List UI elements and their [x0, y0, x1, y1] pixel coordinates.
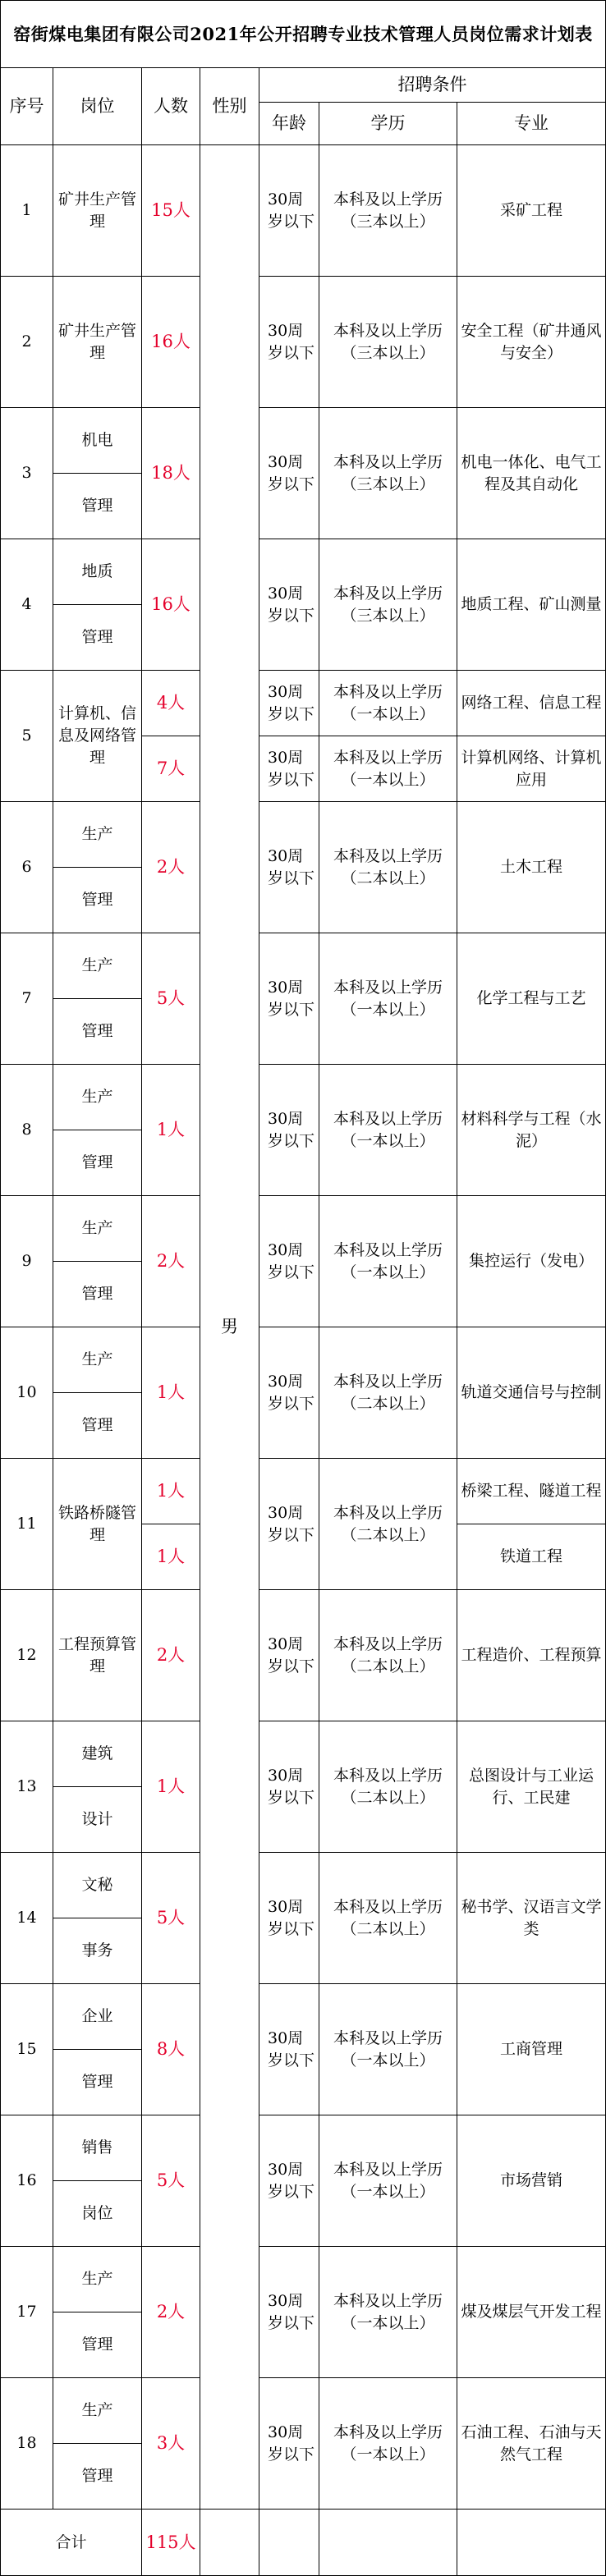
count-cell: 3人	[142, 2378, 200, 2510]
post-cell-top: 生产	[53, 802, 142, 868]
age-cell: 30周岁以下	[259, 671, 319, 736]
post-cell-top: 生产	[53, 2247, 142, 2312]
post-cell-bottom: 管理	[53, 2050, 142, 2115]
seq-cell: 15	[1, 1984, 53, 2115]
post-cell-top: 生产	[53, 1327, 142, 1393]
major-cell: 工程造价、工程预算	[457, 1590, 606, 1721]
total-label: 合计	[1, 2510, 142, 2576]
post-cell: 铁路桥隧管理	[53, 1459, 142, 1590]
education-cell: 本科及以上学历（一本以上）	[319, 2247, 457, 2378]
seq-cell: 7	[1, 933, 53, 1065]
post-cell: 工程预算管理	[53, 1590, 142, 1721]
table-row	[1, 671, 606, 736]
age-cell: 30周岁以下	[259, 1853, 319, 1984]
education-cell: 本科及以上学历（二本以上）	[319, 802, 457, 933]
count-cell: 1人	[142, 1524, 200, 1590]
count-cell: 5人	[142, 933, 200, 1065]
header-major: 专业	[457, 103, 606, 145]
major-cell: 秘书学、汉语言文学类	[457, 1853, 606, 1984]
age-cell: 30周岁以下	[259, 145, 319, 277]
major-cell: 总图设计与工业运行、工民建	[457, 1721, 606, 1853]
count-cell: 2人	[142, 1590, 200, 1721]
post-cell-bottom: 设计	[53, 1787, 142, 1853]
seq-cell: 18	[1, 2378, 53, 2510]
count-cell: 15人	[142, 145, 200, 277]
table-row	[1, 933, 606, 999]
post-cell-bottom: 管理	[53, 868, 142, 933]
header-conditions: 招聘条件	[259, 68, 606, 103]
education-cell: 本科及以上学历（二本以上）	[319, 1721, 457, 1853]
count-cell: 2人	[142, 1196, 200, 1327]
count-cell: 16人	[142, 539, 200, 671]
post-cell-bottom: 管理	[53, 605, 142, 671]
major-cell: 安全工程（矿井通风与安全）	[457, 277, 606, 408]
count-cell: 2人	[142, 802, 200, 933]
post-cell-top: 生产	[53, 1065, 142, 1130]
age-cell: 30周岁以下	[259, 408, 319, 539]
age-cell: 30周岁以下	[259, 1984, 319, 2115]
seq-cell: 6	[1, 802, 53, 933]
table-row	[1, 1721, 606, 1787]
table-row	[1, 1853, 606, 1918]
post-cell-bottom: 管理	[53, 2312, 142, 2378]
age-cell: 30周岁以下	[259, 1721, 319, 1853]
seq-cell: 3	[1, 408, 53, 539]
count-cell: 4人	[142, 671, 200, 736]
post-cell-top: 生产	[53, 933, 142, 999]
count-cell: 1人	[142, 1721, 200, 1853]
table-row	[1, 2378, 606, 2444]
count-cell: 5人	[142, 1853, 200, 1984]
count-cell: 18人	[142, 408, 200, 539]
age-cell: 30周岁以下	[259, 2247, 319, 2378]
seq-cell: 14	[1, 1853, 53, 1984]
post-cell-bottom: 管理	[53, 1130, 142, 1196]
post-cell-top: 企业	[53, 1984, 142, 2050]
post-cell-bottom: 岗位	[53, 2181, 142, 2247]
major-cell: 集控运行（发电）	[457, 1196, 606, 1327]
post-cell-bottom: 管理	[53, 1393, 142, 1459]
seq-cell: 11	[1, 1459, 53, 1590]
table-row	[1, 277, 606, 342]
major-cell: 土木工程	[457, 802, 606, 933]
count-cell: 5人	[142, 2115, 200, 2247]
age-cell: 30周岁以下	[259, 277, 319, 408]
major-cell: 工商管理	[457, 1984, 606, 2115]
seq-cell: 8	[1, 1065, 53, 1196]
total-empty-major	[457, 2510, 606, 2576]
major-cell: 地质工程、矿山测量	[457, 539, 606, 671]
post-cell-bottom: 管理	[53, 1262, 142, 1327]
table-row	[1, 802, 606, 868]
age-cell: 30周岁以下	[259, 1196, 319, 1327]
seq-cell: 17	[1, 2247, 53, 2378]
age-cell: 30周岁以下	[259, 539, 319, 671]
header-post: 岗位	[53, 68, 142, 145]
major-cell: 桥梁工程、隧道工程	[457, 1459, 606, 1524]
table-row	[1, 1327, 606, 1393]
age-cell: 30周岁以下	[259, 933, 319, 1065]
header-gender: 性别	[200, 68, 259, 145]
table-row	[1, 1984, 606, 2050]
table-row	[1, 2115, 606, 2181]
table-row	[1, 1459, 606, 1524]
seq-cell: 1	[1, 145, 53, 277]
post-cell-bottom: 管理	[53, 2444, 142, 2510]
post-cell: 计算机、信息及网络管理	[53, 671, 142, 802]
major-cell: 石油工程、石油与天然气工程	[457, 2378, 606, 2510]
post-cell-top: 生产	[53, 1196, 142, 1262]
table-row	[1, 1065, 606, 1130]
count-cell: 1人	[142, 1327, 200, 1459]
age-cell: 30周岁以下	[259, 1459, 319, 1590]
education-cell: 本科及以上学历（一本以上）	[319, 736, 457, 802]
education-cell: 本科及以上学历（三本以上）	[319, 145, 457, 277]
seq-cell: 9	[1, 1196, 53, 1327]
education-cell: 本科及以上学历（一本以上）	[319, 1196, 457, 1327]
post-cell-top: 生产	[53, 2378, 142, 2444]
age-cell: 30周岁以下	[259, 802, 319, 933]
education-cell: 本科及以上学历（一本以上）	[319, 671, 457, 736]
post-cell-bottom: 管理	[53, 999, 142, 1065]
table-row	[1, 1196, 606, 1262]
gender-cell: 男	[200, 145, 259, 2510]
seq-cell: 10	[1, 1327, 53, 1459]
age-cell: 30周岁以下	[259, 2115, 319, 2247]
table-row	[1, 1590, 606, 1656]
table-row	[1, 408, 606, 474]
education-cell: 本科及以上学历（一本以上）	[319, 1065, 457, 1196]
major-cell: 计算机网络、计算机应用	[457, 736, 606, 802]
count-cell: 1人	[142, 1459, 200, 1524]
header-count: 人数	[142, 68, 200, 145]
post-cell-top: 机电	[53, 408, 142, 474]
total-empty-age	[259, 2510, 319, 2576]
post-cell: 矿井生产管理	[53, 145, 142, 277]
age-cell: 30周岁以下	[259, 1327, 319, 1459]
count-cell: 1人	[142, 1065, 200, 1196]
education-cell: 本科及以上学历（二本以上）	[319, 1459, 457, 1590]
major-cell: 材料科学与工程（水泥）	[457, 1065, 606, 1196]
age-cell: 30周岁以下	[259, 1590, 319, 1721]
table-row	[1, 145, 606, 211]
education-cell: 本科及以上学历（二本以上）	[319, 1327, 457, 1459]
post-cell-top: 文秘	[53, 1853, 142, 1918]
education-cell: 本科及以上学历（三本以上）	[319, 277, 457, 408]
count-cell: 7人	[142, 736, 200, 802]
total-row	[1, 2510, 606, 2576]
major-cell: 煤及煤层气开发工程	[457, 2247, 606, 2378]
education-cell: 本科及以上学历（一本以上）	[319, 1984, 457, 2115]
education-cell: 本科及以上学历（一本以上）	[319, 2115, 457, 2247]
education-cell: 本科及以上学历（一本以上）	[319, 933, 457, 1065]
seq-cell: 13	[1, 1721, 53, 1853]
post-cell-top: 销售	[53, 2115, 142, 2181]
header-education: 学历	[319, 103, 457, 145]
education-cell: 本科及以上学历（三本以上）	[319, 408, 457, 539]
major-cell: 网络工程、信息工程	[457, 671, 606, 736]
table-title: 窑街煤电集团有限公司2021年公开招聘专业技术管理人员岗位需求计划表	[1, 1, 606, 68]
education-cell: 本科及以上学历（二本以上）	[319, 1853, 457, 1984]
age-cell: 30周岁以下	[259, 2378, 319, 2510]
major-cell: 市场营销	[457, 2115, 606, 2247]
post-cell-bottom: 管理	[53, 474, 142, 539]
post-cell: 矿井生产管理	[53, 277, 142, 408]
seq-cell: 4	[1, 539, 53, 671]
table-row	[1, 539, 606, 605]
major-cell: 铁道工程	[457, 1524, 606, 1590]
seq-cell: 5	[1, 671, 53, 802]
count-cell: 2人	[142, 2247, 200, 2378]
education-cell: 本科及以上学历（三本以上）	[319, 539, 457, 671]
major-cell: 机电一体化、电气工程及其自动化	[457, 408, 606, 539]
header-seq: 序号	[1, 68, 53, 145]
age-cell: 30周岁以下	[259, 1065, 319, 1196]
major-cell: 化学工程与工艺	[457, 933, 606, 1065]
post-cell-bottom: 事务	[53, 1918, 142, 1984]
header-age: 年龄	[259, 103, 319, 145]
post-cell-top: 地质	[53, 539, 142, 605]
total-empty-education	[319, 2510, 457, 2576]
education-cell: 本科及以上学历（二本以上）	[319, 1590, 457, 1721]
seq-cell: 2	[1, 277, 53, 408]
total-count: 115人	[142, 2510, 200, 2576]
seq-cell: 16	[1, 2115, 53, 2247]
major-cell: 采矿工程	[457, 145, 606, 277]
total-empty-gender	[200, 2510, 259, 2576]
count-cell: 8人	[142, 1984, 200, 2115]
count-cell: 16人	[142, 277, 200, 408]
education-cell: 本科及以上学历（一本以上）	[319, 2378, 457, 2510]
post-cell-top: 建筑	[53, 1721, 142, 1787]
age-cell: 30周岁以下	[259, 736, 319, 802]
seq-cell: 12	[1, 1590, 53, 1721]
major-cell: 轨道交通信号与控制	[457, 1327, 606, 1459]
table-row	[1, 2247, 606, 2312]
